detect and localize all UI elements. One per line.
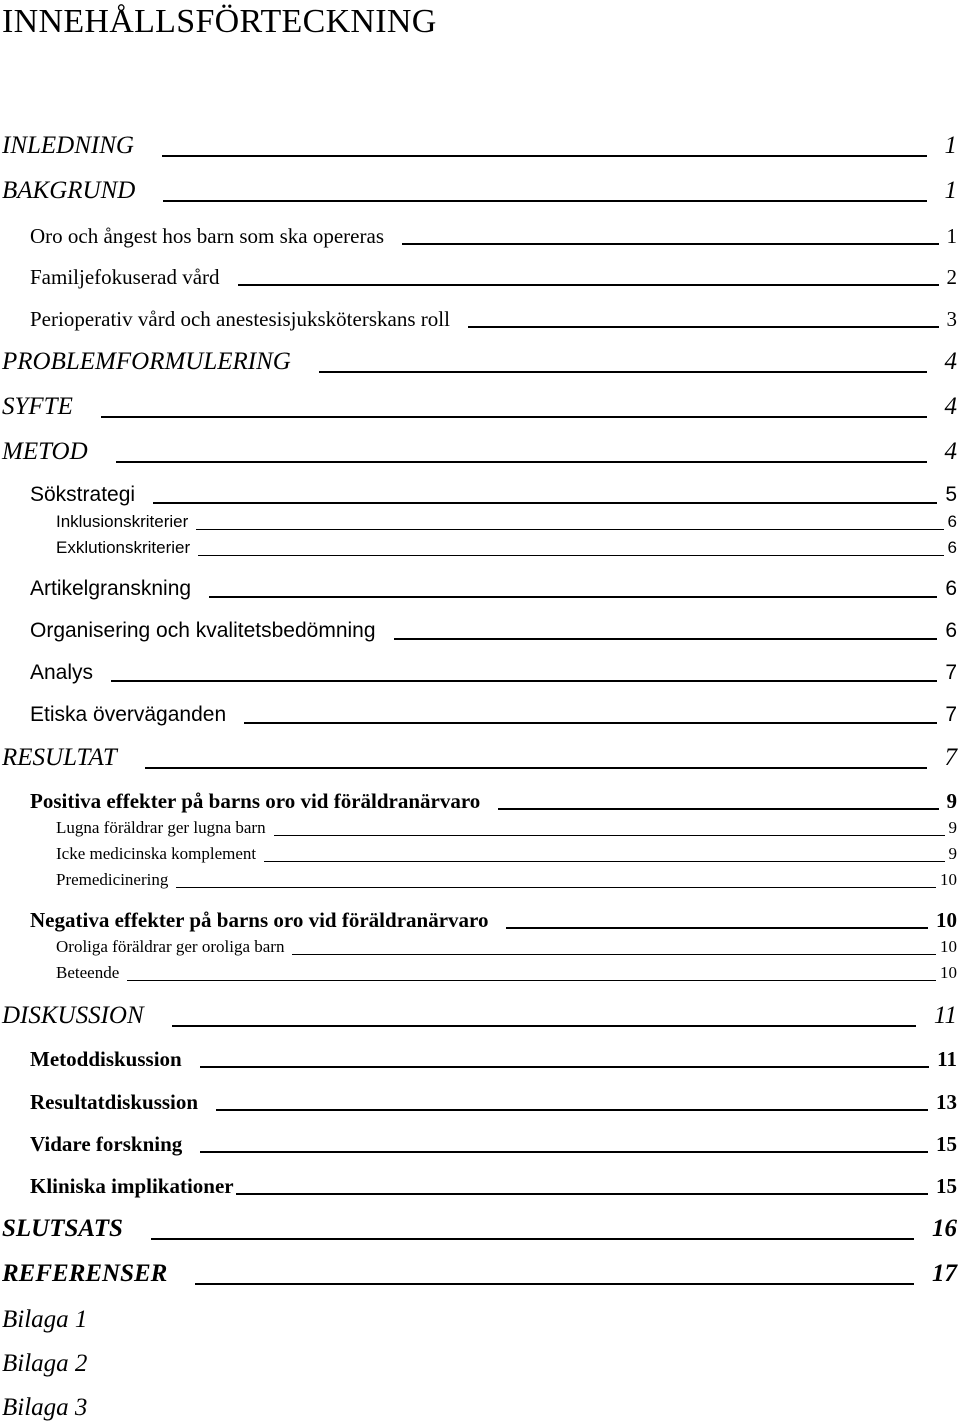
toc-leader-line: [172, 1025, 916, 1027]
toc-label: METOD: [2, 438, 88, 465]
toc-leader-line: [216, 1109, 928, 1111]
toc-page-number: 11: [933, 1002, 957, 1029]
toc-leader-line: [244, 722, 937, 724]
toc-leader-line: [200, 1066, 929, 1068]
toc-leader-line: [151, 1238, 914, 1240]
toc-page-number: 15: [936, 1174, 957, 1198]
toc-label: Analys: [30, 661, 94, 684]
toc-label: Inklusionskriterier: [56, 512, 189, 531]
toc-leader-line: [238, 284, 939, 286]
toc-leader-line: [163, 200, 926, 202]
toc-entry-metod[interactable]: [2, 438, 957, 468]
toc-page-number: 10: [940, 870, 957, 889]
toc-leader-line: [196, 529, 943, 530]
toc-entry-premedicinering[interactable]: [56, 870, 957, 892]
toc-page-number: 3: [946, 307, 957, 331]
toc-page-number: 6: [947, 512, 957, 531]
toc-page-number: 9: [948, 818, 957, 837]
toc-leader-line: [127, 980, 936, 981]
toc-page-number: 1: [944, 132, 957, 159]
toc-page-number: 6: [945, 577, 957, 600]
toc-leader-line: [506, 927, 928, 929]
toc-entry-exklutionskriterier[interactable]: [56, 538, 957, 560]
toc-label: Etiska överväganden: [30, 703, 227, 726]
toc-label: Metoddiskussion: [30, 1047, 182, 1071]
page-title: INNEHÅLLSFÖRTECKNING: [2, 3, 437, 40]
toc-entry-perioperativ[interactable]: [30, 307, 957, 333]
toc-entry-positiva-effekter[interactable]: [30, 789, 957, 815]
toc-page-number: 7: [944, 744, 957, 771]
toc-page-number: 15: [936, 1132, 957, 1156]
toc-entry-organisering[interactable]: [30, 619, 957, 645]
toc-leader-line: [145, 767, 927, 769]
toc-label: Sökstrategi: [30, 483, 136, 506]
toc-entry-beteende[interactable]: [56, 963, 957, 985]
toc-leader-line: [153, 502, 937, 504]
toc-page-number: 10: [940, 937, 957, 956]
toc-label: Premedicinering: [56, 870, 169, 889]
toc-leader-line: [116, 461, 927, 463]
toc-page-number: 17: [932, 1260, 957, 1287]
toc-entry-diskussion[interactable]: [2, 1002, 957, 1032]
toc-entry-familj[interactable]: [30, 265, 957, 291]
toc-entry-referenser[interactable]: [2, 1260, 957, 1290]
toc-label: BAKGRUND: [2, 177, 136, 204]
toc-page-number: 7: [945, 661, 957, 684]
toc-leader-line: [402, 243, 939, 245]
toc-page-number: 5: [945, 483, 957, 506]
toc-label: Beteende: [56, 963, 120, 982]
toc-leader-line: [319, 371, 927, 373]
toc-leader-line: [292, 954, 936, 955]
toc-entry-syfte[interactable]: [2, 393, 957, 423]
toc-entry-metoddiskussion[interactable]: [30, 1047, 957, 1073]
toc-leader-line: [101, 416, 927, 418]
toc-label: Exklutionskriterier: [56, 538, 191, 557]
toc-page-number: 16: [932, 1215, 957, 1242]
toc-entry-inledning[interactable]: [2, 132, 957, 162]
toc-entry-inklusionskriterier[interactable]: [56, 512, 957, 534]
toc-leader-line: [200, 1151, 928, 1153]
toc-entry-etiska[interactable]: [30, 703, 957, 729]
toc-page-number: 4: [944, 348, 957, 375]
toc-label: Oro och ångest hos barn som ska opereras: [30, 224, 384, 248]
toc-entry-icke-medicinska[interactable]: [56, 844, 957, 866]
toc-page-number: 9: [948, 844, 957, 863]
toc-entry-problemformulering[interactable]: [2, 348, 957, 378]
toc-entry-negativa-effekter[interactable]: [30, 908, 957, 934]
toc-entry-oroliga-foraldrar[interactable]: [56, 937, 957, 959]
toc-label: Negativa effekter på barns oro vid föräldranärvaro: [30, 908, 489, 932]
toc-label: RESULTAT: [2, 744, 117, 771]
toc-entry-oro[interactable]: [30, 224, 957, 250]
toc-page-number: 4: [944, 438, 957, 465]
appendix-bilaga-3[interactable]: Bilaga 3: [2, 1394, 88, 1421]
toc-page-number: 6: [947, 538, 957, 557]
toc-page-number: 11: [937, 1047, 957, 1071]
toc-page-number: 7: [945, 703, 957, 726]
toc-label: Artikelgranskning: [30, 577, 192, 600]
toc-page-number: 2: [946, 265, 957, 289]
appendix-bilaga-2[interactable]: Bilaga 2: [2, 1350, 88, 1377]
toc-label: Familjefokuserad vård: [30, 265, 220, 289]
toc-entry-bakgrund[interactable]: [2, 177, 957, 207]
toc-label: Icke medicinska komplement: [56, 844, 257, 863]
toc-page-number: 4: [944, 393, 957, 420]
appendix-bilaga-1[interactable]: Bilaga 1: [2, 1306, 88, 1333]
toc-entry-kliniska-implikationer[interactable]: [30, 1174, 957, 1200]
toc-entry-vidare-forskning[interactable]: [30, 1132, 957, 1158]
toc-leader-line: [176, 887, 936, 888]
toc-leader-line: [195, 1283, 914, 1285]
toc-page-number: 10: [940, 963, 957, 982]
toc-leader-line: [209, 596, 937, 598]
toc-label: Kliniska implikationer: [30, 1174, 234, 1198]
toc-label: Resultatdiskussion: [30, 1090, 199, 1114]
toc-label: Oroliga föräldrar ger oroliga barn: [56, 937, 285, 956]
toc-label: Perioperativ vård och anestesisjuksköterskans roll: [30, 307, 450, 331]
toc-entry-slutsats[interactable]: [2, 1215, 957, 1245]
toc-label: Organisering och kvalitetsbedömning: [30, 619, 376, 642]
toc-leader-line: [264, 861, 944, 862]
toc-entry-analys[interactable]: [30, 661, 957, 687]
toc-label: INLEDNING: [2, 132, 134, 159]
toc-leader-line: [236, 1193, 928, 1195]
toc-leader-line: [394, 638, 938, 640]
toc-entry-resultat[interactable]: [2, 744, 957, 774]
toc-page-number: 1: [944, 177, 957, 204]
toc-leader-line: [198, 555, 943, 556]
toc-page-number: 13: [936, 1090, 957, 1114]
toc-page-number: 9: [946, 789, 957, 813]
toc-leader-line: [111, 680, 937, 682]
toc-label: DISKUSSION: [2, 1002, 144, 1029]
toc-entry-lugna-foraldrar[interactable]: [56, 818, 957, 840]
toc-entry-artikelgranskning[interactable]: [30, 577, 957, 603]
toc-entry-resultatdiskussion[interactable]: [30, 1090, 957, 1116]
toc-label: Positiva effekter på barns oro vid föräldranärvaro: [30, 789, 481, 813]
toc-label: REFERENSER: [2, 1260, 168, 1287]
toc-leader-line: [468, 326, 939, 328]
toc-leader-line: [274, 835, 945, 836]
toc-label: PROBLEMFORMULERING: [2, 348, 291, 375]
toc-label: SYFTE: [2, 393, 73, 420]
toc-page-number: 6: [945, 619, 957, 642]
toc-leader-line: [162, 155, 927, 157]
toc-leader-line: [498, 808, 938, 810]
toc-label: Lugna föräldrar ger lugna barn: [56, 818, 266, 837]
toc-entry-sokstrategi[interactable]: [30, 483, 957, 509]
toc-page-number: 10: [936, 908, 957, 932]
toc-label: Vidare forskning: [30, 1132, 183, 1156]
toc-label: SLUTSATS: [2, 1215, 123, 1242]
toc-page-number: 1: [946, 224, 957, 248]
